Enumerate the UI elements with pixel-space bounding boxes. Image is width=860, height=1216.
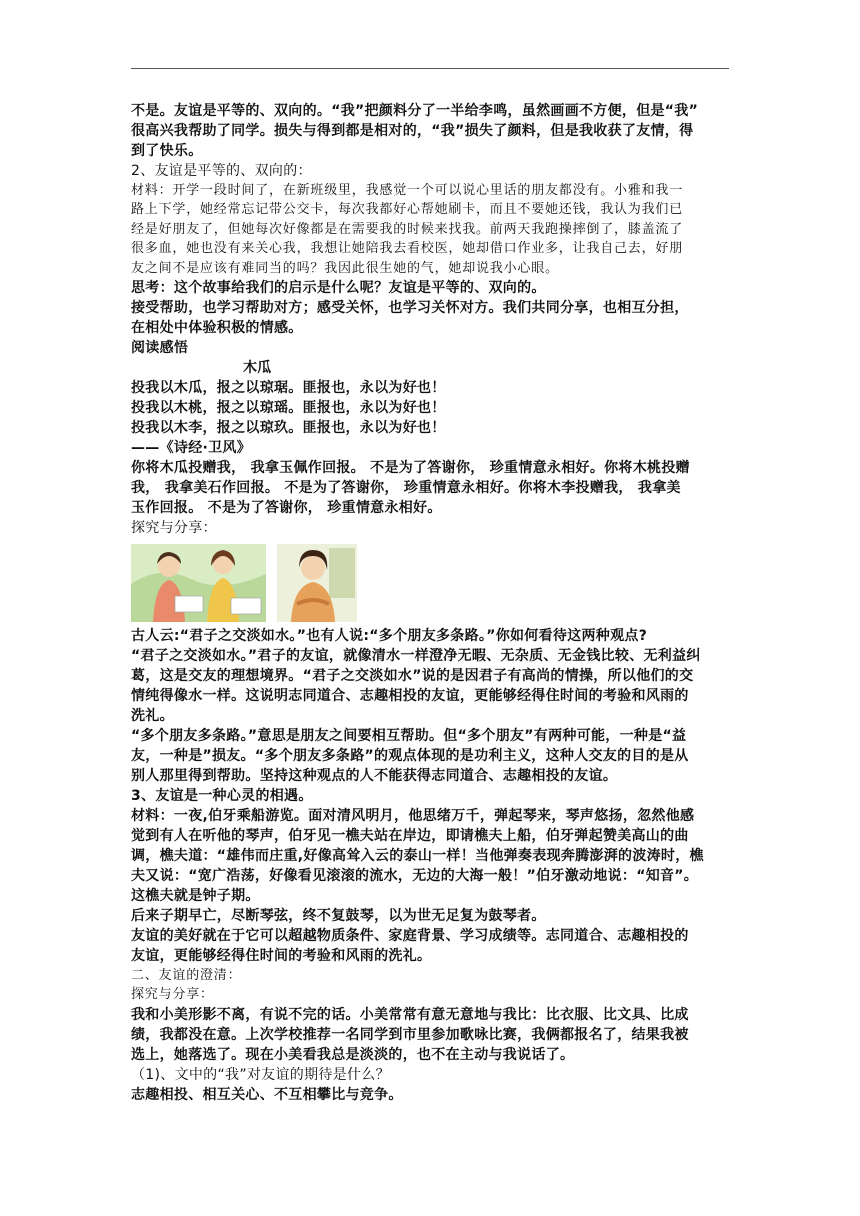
- text-line: 投我以木李，报之以琼玖。匪报也，永以为好也！: [131, 420, 446, 437]
- text-line: 友谊，更能够经得住时间的考验和风雨的洗礼。: [131, 948, 432, 965]
- text-line: 友谊的美好就在于它可以超越物质条件、家庭背景、学习成绩等。志同道合、志趣相投的: [131, 928, 689, 945]
- text-line: 到了快乐。: [131, 143, 203, 159]
- text-line: 二、友谊的澄清：: [131, 968, 242, 984]
- text-line: 投我以木桃，报之以琼瑶。匪报也，永以为好也！: [131, 400, 446, 417]
- text-line: 友，一种是”损友。“多个朋友多条路”的观点体现的是功利主义，这种人交友的目的是从: [131, 748, 689, 765]
- two-girls-illustration: [131, 544, 266, 622]
- text-line: 觉到有人在听他的琴声，伯牙见一樵夫站在岸边，即请樵夫上船，伯牙弹起赞美高山的曲: [131, 828, 689, 845]
- text-line: 葛，这是交友的理想境界。“君子之交淡如水”说的是因君子有高尚的情操，所以他们的交: [131, 668, 694, 685]
- header-rule: [131, 68, 729, 69]
- text-line: （1)、文中的“我”对友谊的期待是什么？: [131, 1066, 390, 1083]
- text-line: 接受帮助，也学习帮助对方；感受关怀，也学习关怀对方。我们共同分享，也相互分担，: [131, 300, 689, 317]
- text-line: 绩，我都没在意。上次学校推荐一名同学到市里参加歌咏比赛，我俩都报名了，结果我被: [131, 1026, 689, 1043]
- text-line: 木瓜: [243, 360, 272, 377]
- text-line: 3、友谊是一种心灵的相遇。: [131, 788, 313, 805]
- text-lines: [131, 101, 731, 1105]
- text-line: 投我以木瓜，报之以琼琚。匪报也，永以为好也！: [131, 380, 446, 397]
- text-line: 探究与分享：: [131, 520, 217, 537]
- text-line: 很多血，她也没有来关心我，我想让她陪我去看校医，她却借口作业多，让我自己去，好朋: [131, 241, 684, 257]
- text-line: 很高兴我帮助了同学。损失与得到都是相对的，“我”损失了颜料，但是我收获了友情，得: [131, 123, 694, 139]
- text-line: ——《诗经·卫风》: [131, 440, 252, 457]
- text-line: “君子之交淡如水。”君子的友谊，就像清水一样澄净无暇、无杂质、无金钱比较、无利益纠: [131, 648, 701, 665]
- text-line: 我和小美形影不离，有说不完的话。小美常常有意无意地与我比：比衣服、比文具、比成: [131, 1006, 689, 1023]
- text-line: 夫又说：“宽广浩荡，好像看见滚滚的流水，无边的大海一般！”伯牙激动地说：“知音”。: [131, 868, 699, 885]
- text-line: 材料：一夜,伯牙乘船游览。面对清风明月，他思绪万千，弹起琴来，琴声悠扬，忽然他感: [131, 808, 695, 825]
- text-line: 思考：这个故事给我们的启示是什么呢？友谊是平等的、双向的。: [131, 280, 546, 297]
- text-line: 后来子期早亡，尽断琴弦，终不复鼓琴，以为世无足复为鼓琴者。: [131, 908, 546, 925]
- text-line: 古人云:“君子之交淡如水。”也有人说:“多个朋友多条路。”你如何看待这两种观点?: [131, 628, 648, 645]
- text-line: 洗礼。: [131, 708, 174, 725]
- text-line: 2、友谊是平等的、双向的：: [131, 163, 312, 179]
- text-line: 阅读感悟: [131, 340, 189, 357]
- girl-illustration: [277, 544, 357, 622]
- text-line: 不是。友谊是平等的、双向的。“我”把颜料分了一半给李鸣，虽然画画不方便，但是“我”: [131, 103, 699, 119]
- text-line: 调，樵夫道：“雄伟而庄重,好像高耸入云的泰山一样！当他弹奏表现奔腾澎湃的波涛时，樵: [131, 848, 704, 865]
- text-line: 经是好朋友了，但她每次好像都是在需要我的时候来找我。前两天我跑操摔倒了，膝盖流了: [131, 221, 684, 237]
- text-line: 友之间不是应该有难同当的吗？我因此很生她的气，她却说我小心眼。: [131, 260, 559, 276]
- text-line: 选上，她落选了。现在小美看我总是淡淡的，也不在主动与我说话了。: [131, 1046, 575, 1063]
- text-line: 你将木瓜投赠我， 我拿玉佩作回报。 不是为了答谢你， 珍重情意永相好。你将木桃投赠: [131, 460, 690, 477]
- text-line: “多个朋友多条路。”意思是朋友之间要相互帮助。但“多个朋友”有两种可能，一种是“益: [131, 728, 687, 745]
- text-line: 我， 我拿美石作回报。 不是为了答谢你， 珍重情意永相好。你将木李投赠我， 我拿美: [131, 480, 681, 497]
- text-line: 在相处中体验积极的情感。: [131, 320, 303, 337]
- text-line: 材料：开学一段时间了，在新班级里，我感觉一个可以说心里话的朋友都没有。小雅和我一: [131, 183, 684, 198]
- text-line: 路上下学，她经常忘记带公交卡，每次我都好心帮她刷卡，而且不要她还钱，我认为我们已: [131, 202, 684, 218]
- text-line: 玉作回报。 不是为了答谢你， 珍重情意永相好。: [131, 500, 442, 517]
- document-body: [131, 101, 731, 1105]
- text-line: 这樵夫就是钟子期。: [131, 888, 260, 905]
- text-line: 探究与分享：: [131, 987, 214, 1003]
- text-line: 别人那里得到帮助。坚持这种观点的人不能获得志同道合、志趣相投的友谊。: [131, 768, 618, 785]
- text-line: 情纯得像水一样。这说明志同道合、志趣相投的友谊，更能够经得住时间的考验和风雨的: [131, 688, 689, 705]
- text-line: 志趣相投、相互关心、不互相攀比与竞争。: [131, 1086, 403, 1103]
- illustration: [131, 544, 731, 622]
